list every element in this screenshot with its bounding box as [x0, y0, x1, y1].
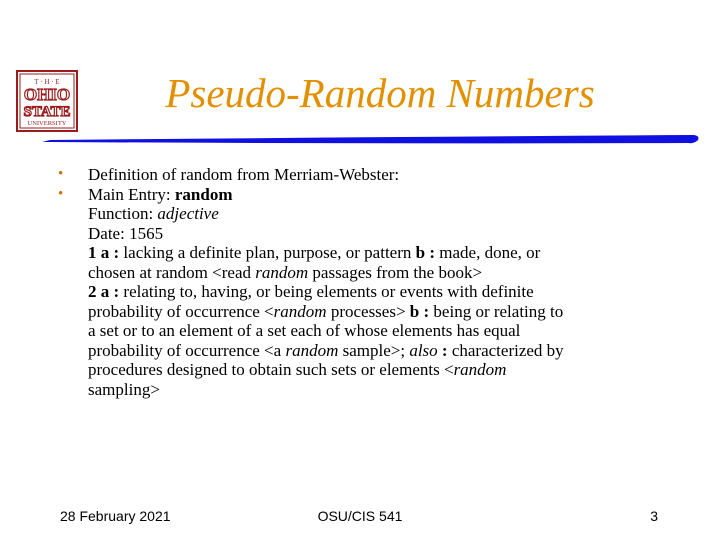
logo-ohio-text: OHIO: [23, 85, 71, 104]
definition-line: 1 a : lacking a definite plan, purpose, or pattern b : made, done, or: [88, 243, 541, 262]
date-line: Date: 1565: [88, 223, 164, 243]
bullet-item: [58, 165, 668, 185]
definition-line: 2 a : relating to, having, or being elements or events with definite: [88, 282, 534, 301]
function-line: Function: adjective: [88, 204, 219, 223]
slide-number: 3: [650, 508, 658, 524]
definition-line: a set or to an element of a set each of whose elements has equal: [88, 321, 521, 340]
logo-top-text: T · H · E: [34, 78, 60, 86]
definition-line: probability of occurrence <random processes> b : being or relating to: [88, 301, 564, 321]
slide-title: Pseudo-Random Numbers: [165, 70, 595, 116]
bullet-text: Definition of random from Merriam-Webster:: [88, 165, 400, 184]
logo-university-text: UNIVERSITY: [27, 120, 67, 127]
definition-line: sampling>: [88, 379, 160, 399]
footer-date: 28 February 2021: [60, 508, 171, 524]
slide-body: [58, 165, 668, 399]
logo-state-text: STATE: [23, 104, 71, 120]
title-rule: [42, 134, 700, 146]
bullet-item: [58, 185, 668, 400]
bullet-icon: •: [58, 185, 64, 202]
bullet-icon: •: [58, 166, 64, 182]
definition-line: probability of occurrence <a random sample>; also : characterized by: [88, 340, 564, 360]
entry-line: Main Entry: random: [88, 184, 233, 204]
definition-line: chosen at random <read random passages from the book>: [88, 262, 483, 282]
definition-line: procedures designed to obtain such sets or elements <random: [88, 360, 507, 379]
footer-course: OSU/CIS 541: [317, 508, 403, 524]
headword: random: [174, 184, 233, 204]
